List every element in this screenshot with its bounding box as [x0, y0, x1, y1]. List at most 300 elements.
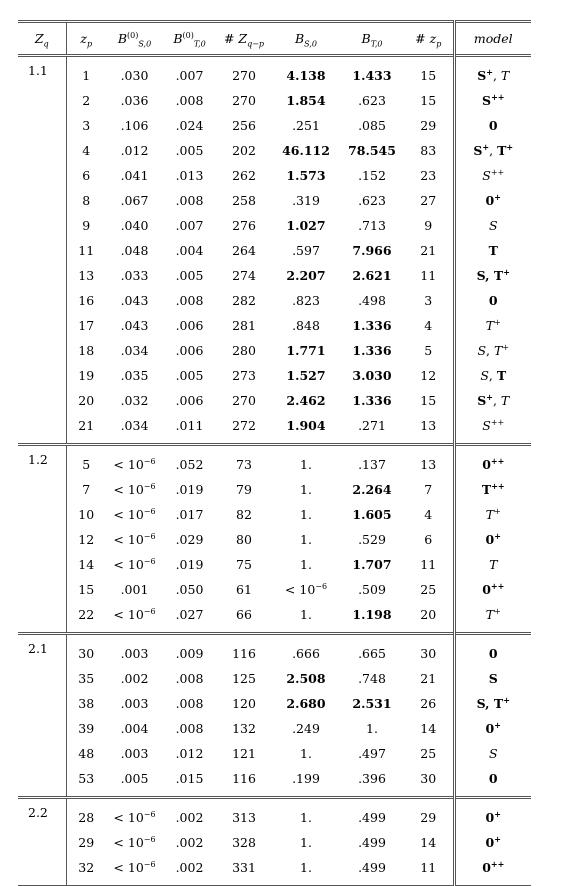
bt0-cell: .013: [175, 168, 204, 183]
zp-cell: 7: [82, 482, 91, 497]
table-row: [18, 388, 531, 413]
bs0-cell: .012: [120, 143, 149, 158]
model-cell: T+: [485, 506, 501, 522]
count-zp-cell: 25: [404, 577, 454, 602]
count-zp-cell: 30: [404, 634, 454, 667]
bt-cell: .498: [358, 293, 386, 308]
bs-cell: 1.: [300, 835, 312, 850]
model-cell: S++: [482, 167, 505, 183]
bt-cell: 1.433: [352, 68, 392, 83]
count-zp-cell: 13: [404, 445, 454, 478]
bt-cell: .509: [358, 582, 386, 597]
table-row: [18, 855, 531, 886]
zp-cell: 10: [78, 507, 95, 522]
bt-cell: 1.336: [352, 318, 392, 333]
count-zqp-cell: 258: [232, 193, 256, 208]
count-zp-cell: 29: [404, 113, 454, 138]
bs0-cell: .067: [120, 193, 149, 208]
count-zp-cell: 21: [404, 238, 454, 263]
count-zp-cell: 83: [404, 138, 454, 163]
model-cell: S, T+: [477, 342, 510, 358]
zp-cell: 8: [82, 193, 91, 208]
bs-cell: 1.027: [286, 218, 326, 233]
header-zp: $z_p$: [80, 31, 93, 49]
model-cell: 0: [488, 771, 498, 786]
bs-cell: 1.854: [286, 93, 326, 108]
count-zp-cell: 15: [404, 88, 454, 113]
zp-cell: 11: [78, 243, 95, 258]
count-zp-cell: 20: [404, 602, 454, 634]
bs-cell: 1.771: [286, 343, 326, 358]
table-row: [18, 830, 531, 855]
bt0-cell: .007: [175, 68, 204, 83]
bt0-cell: .019: [175, 482, 204, 497]
count-zqp-cell: 274: [232, 268, 256, 283]
header-bs0: $B^{(0)}_{S,0}$: [117, 30, 152, 49]
table-row: [18, 634, 531, 667]
table-row: [18, 338, 531, 363]
zp-cell: 28: [78, 810, 95, 825]
model-cell: S, T+: [476, 694, 510, 711]
count-zqp-cell: 61: [236, 582, 252, 597]
count-zp-cell: 6: [404, 527, 454, 552]
table-row: [18, 602, 531, 634]
bs-cell: 1.: [300, 746, 312, 761]
count-zqp-cell: 125: [232, 671, 256, 686]
model-cell: S: [488, 746, 498, 761]
count-zp-cell: 23: [404, 163, 454, 188]
table-row: [18, 163, 531, 188]
bt-cell: 2.531: [352, 696, 392, 711]
zp-cell: 53: [78, 771, 95, 786]
zp-cell: 17: [78, 318, 95, 333]
bs0-cell: .048: [120, 243, 149, 258]
zp-cell: 5: [82, 457, 91, 472]
header-model: model: [473, 31, 513, 46]
bs0-cell: .032: [120, 393, 149, 408]
bt-cell: 1.336: [352, 393, 392, 408]
bt-cell: .396: [358, 771, 386, 786]
table-row: [18, 188, 531, 213]
bs0-cell: .003: [120, 696, 149, 711]
bs0-cell: .033: [120, 268, 149, 283]
bt-cell: .085: [358, 118, 386, 133]
table-row: [18, 527, 531, 552]
zp-cell: 16: [78, 293, 95, 308]
count-zqp-cell: 256: [232, 118, 256, 133]
bs-cell: 2.508: [286, 671, 326, 686]
count-zqp-cell: 132: [232, 721, 256, 736]
zp-cell: 13: [78, 268, 95, 283]
bt0-cell: .024: [175, 118, 204, 133]
bs-cell: 4.138: [286, 68, 326, 83]
zq-cell: 1.1: [18, 56, 66, 445]
bs0-cell: < $10^{-6}$: [113, 556, 156, 572]
table-group: [18, 634, 531, 798]
bs0-cell: .043: [120, 293, 149, 308]
zp-cell: 32: [78, 860, 95, 875]
model-cell: S: [488, 218, 498, 233]
model-cell: 0++: [482, 455, 505, 472]
count-zp-cell: 30: [404, 766, 454, 798]
table-row: [18, 113, 531, 138]
bt0-cell: .002: [175, 860, 204, 875]
bt-cell: .665: [358, 646, 386, 661]
bt0-cell: .004: [175, 243, 204, 258]
zp-cell: 1: [82, 68, 91, 83]
bt0-cell: .052: [175, 457, 204, 472]
bs-cell: 2.462: [286, 393, 326, 408]
zp-cell: 3: [82, 118, 91, 133]
bs0-cell: < $10^{-6}$: [113, 606, 156, 622]
bt0-cell: .002: [175, 835, 204, 850]
count-zqp-cell: 270: [232, 68, 256, 83]
bt-cell: 2.621: [352, 268, 392, 283]
count-zqp-cell: 276: [232, 218, 256, 233]
count-zp-cell: 26: [404, 691, 454, 716]
bs-cell: 1.: [300, 482, 312, 497]
model-cell: S, T: [480, 368, 507, 383]
table-row: [18, 502, 531, 527]
bs-cell: 1.: [300, 860, 312, 875]
count-zp-cell: 4: [404, 313, 454, 338]
count-zp-cell: 21: [404, 666, 454, 691]
bs-cell: 1.: [300, 607, 312, 622]
count-zp-cell: 7: [404, 477, 454, 502]
table-row: [18, 263, 531, 288]
bt-cell: .137: [358, 457, 386, 472]
bt-cell: .623: [358, 93, 386, 108]
table-group: [18, 445, 531, 634]
table-row: [18, 445, 531, 478]
bs-cell: 2.207: [286, 268, 326, 283]
count-zqp-cell: 116: [232, 771, 256, 786]
count-zp-cell: 13: [404, 413, 454, 445]
model-cell: 0++: [482, 580, 505, 597]
model-cell: T+: [485, 606, 501, 622]
count-zp-cell: 11: [404, 263, 454, 288]
bs0-cell: .004: [120, 721, 149, 736]
bs0-cell: < $10^{-6}$: [113, 506, 156, 522]
bs-cell: 46.112: [282, 143, 330, 158]
count-zqp-cell: 202: [232, 143, 256, 158]
zp-cell: 39: [78, 721, 95, 736]
count-zp-cell: 11: [404, 855, 454, 886]
zq-cell: 2.2: [18, 798, 66, 886]
bs0-cell: .041: [120, 168, 149, 183]
table-row: [18, 798, 531, 831]
model-cell: S+, T: [477, 391, 510, 408]
bt-cell: .152: [358, 168, 386, 183]
bs-cell: 1.: [300, 557, 312, 572]
count-zqp-cell: 66: [236, 607, 252, 622]
bs0-cell: < $10^{-6}$: [113, 531, 156, 547]
zp-cell: 15: [78, 582, 95, 597]
count-zqp-cell: 80: [236, 532, 252, 547]
bt0-cell: .006: [175, 393, 204, 408]
count-zqp-cell: 313: [232, 810, 256, 825]
bs0-cell: .034: [120, 418, 149, 433]
count-zp-cell: 29: [404, 798, 454, 831]
bs-cell: 1.573: [286, 168, 326, 183]
count-zqp-cell: 280: [232, 343, 256, 358]
model-cell: 0+: [485, 719, 501, 736]
bs-cell: .249: [292, 721, 320, 736]
model-cell: S: [488, 671, 498, 686]
count-zqp-cell: 79: [236, 482, 252, 497]
count-zp-cell: 5: [404, 338, 454, 363]
bt-cell: 7.966: [352, 243, 392, 258]
bt0-cell: .007: [175, 218, 204, 233]
count-zp-cell: 3: [404, 288, 454, 313]
table-row: [18, 666, 531, 691]
bt0-cell: .011: [175, 418, 204, 433]
bs0-cell: .036: [120, 93, 149, 108]
bt0-cell: .017: [175, 507, 204, 522]
bs-cell: .597: [292, 243, 320, 258]
bt-cell: .499: [358, 835, 386, 850]
table-row: [18, 577, 531, 602]
bt0-cell: .008: [175, 671, 204, 686]
count-zqp-cell: 121: [232, 746, 256, 761]
bt-cell: .271: [358, 418, 386, 433]
bt-cell: 3.030: [352, 368, 392, 383]
count-zqp-cell: 273: [232, 368, 256, 383]
zp-cell: 14: [78, 557, 95, 572]
model-cell: S, T+: [476, 266, 510, 283]
bs0-cell: < $10^{-6}$: [113, 834, 156, 850]
count-zqp-cell: 75: [236, 557, 252, 572]
results-table: [18, 20, 531, 886]
zp-cell: 29: [78, 835, 95, 850]
count-zp-cell: 15: [404, 388, 454, 413]
bs0-cell: < $10^{-6}$: [113, 859, 156, 875]
zp-cell: 12: [78, 532, 95, 547]
count-zp-cell: 12: [404, 363, 454, 388]
table-row: [18, 138, 531, 163]
bt-cell: .497: [358, 746, 386, 761]
model-cell: S++: [482, 91, 505, 108]
count-zqp-cell: 82: [236, 507, 252, 522]
bs0-cell: .005: [120, 771, 149, 786]
table-row: [18, 716, 531, 741]
table-header: [18, 22, 531, 56]
model-cell: T+: [485, 317, 501, 333]
model-cell: 0+: [485, 191, 501, 208]
table-row: [18, 88, 531, 113]
bs-cell: 1.: [300, 507, 312, 522]
zp-cell: 20: [78, 393, 95, 408]
bt-cell: .499: [358, 810, 386, 825]
zp-cell: 30: [78, 646, 95, 661]
model-cell: 0+: [485, 808, 501, 825]
count-zp-cell: 9: [404, 213, 454, 238]
count-zp-cell: 4: [404, 502, 454, 527]
count-zqp-cell: 272: [232, 418, 256, 433]
bs-cell: .666: [292, 646, 320, 661]
bt-cell: 1.198: [352, 607, 392, 622]
count-zp-cell: 14: [404, 830, 454, 855]
bt0-cell: .005: [175, 268, 204, 283]
count-zp-cell: 15: [404, 56, 454, 89]
header-count-zp: # $z_p$: [404, 22, 454, 56]
bt0-cell: .008: [175, 721, 204, 736]
bs0-cell: < $10^{-6}$: [113, 809, 156, 825]
bs-cell: 1.: [300, 810, 312, 825]
bt-cell: .623: [358, 193, 386, 208]
bt0-cell: .029: [175, 532, 204, 547]
count-zqp-cell: 262: [232, 168, 256, 183]
bt-cell: 1.: [366, 721, 378, 736]
count-zqp-cell: 73: [236, 457, 252, 472]
table-group: [18, 56, 531, 445]
bs0-cell: < $10^{-6}$: [113, 481, 156, 497]
model-cell: S+, T: [477, 66, 510, 83]
bt-cell: 78.545: [348, 143, 396, 158]
zp-cell: 6: [82, 168, 91, 183]
table-row: [18, 766, 531, 798]
bt-cell: .499: [358, 860, 386, 875]
zp-cell: 9: [82, 218, 91, 233]
bs-cell: .199: [292, 771, 320, 786]
model-cell: 0: [488, 293, 498, 308]
header-bt: $B_{T,0}$: [361, 31, 383, 49]
bt-cell: 1.336: [352, 343, 392, 358]
header-bt0: $B^{(0)}_{T,0}$: [173, 30, 206, 49]
model-cell: 0+: [485, 530, 501, 547]
count-zqp-cell: 120: [232, 696, 256, 711]
zp-cell: 4: [82, 143, 91, 158]
bt0-cell: .006: [175, 343, 204, 358]
bt0-cell: .008: [175, 293, 204, 308]
table-row: [18, 56, 531, 89]
count-zqp-cell: 116: [232, 646, 256, 661]
zp-cell: 18: [78, 343, 95, 358]
zq-cell: 1.2: [18, 445, 66, 634]
zp-cell: 38: [78, 696, 95, 711]
bt0-cell: .009: [175, 646, 204, 661]
bt0-cell: .027: [175, 607, 204, 622]
model-cell: 0+: [485, 833, 501, 850]
model-cell: S+, T+: [473, 141, 514, 158]
bt0-cell: .050: [175, 582, 204, 597]
bt0-cell: .008: [175, 193, 204, 208]
header-bs: $B_{S,0}$: [294, 31, 317, 49]
count-zp-cell: 14: [404, 716, 454, 741]
bt-cell: 1.605: [352, 507, 392, 522]
zp-cell: 19: [78, 368, 95, 383]
count-zp-cell: 27: [404, 188, 454, 213]
bs-cell: < $10^{-6}$: [284, 581, 328, 597]
bt0-cell: .005: [175, 143, 204, 158]
count-zqp-cell: 270: [232, 393, 256, 408]
bs-cell: 1.904: [286, 418, 326, 433]
header-row: [18, 22, 531, 56]
bt0-cell: .008: [175, 696, 204, 711]
bs0-cell: .030: [120, 68, 149, 83]
bs0-cell: .040: [120, 218, 149, 233]
zq-cell: 2.1: [18, 634, 66, 798]
bs0-cell: .003: [120, 646, 149, 661]
bs-cell: .848: [292, 318, 320, 333]
model-cell: T++: [481, 480, 505, 497]
bs0-cell: .035: [120, 368, 149, 383]
count-zp-cell: 25: [404, 741, 454, 766]
header-zq: $Z_q$: [18, 22, 66, 56]
table-row: [18, 413, 531, 445]
bt0-cell: .006: [175, 318, 204, 333]
bs-cell: .319: [292, 193, 320, 208]
bt0-cell: .015: [175, 771, 204, 786]
model-cell: 0: [488, 646, 498, 661]
zp-cell: 35: [78, 671, 95, 686]
bs-cell: 1.: [300, 457, 312, 472]
bs-cell: 1.527: [286, 368, 326, 383]
zp-cell: 21: [78, 418, 95, 433]
bt0-cell: .002: [175, 810, 204, 825]
model-cell: 0++: [482, 858, 505, 875]
model-cell: T: [489, 557, 498, 572]
zp-cell: 2: [82, 93, 91, 108]
table-row: [18, 477, 531, 502]
bs0-cell: .002: [120, 671, 149, 686]
bt-cell: 2.264: [352, 482, 392, 497]
bs-cell: .823: [292, 293, 320, 308]
bt0-cell: .005: [175, 368, 204, 383]
bs-cell: 1.: [300, 532, 312, 547]
table-row: [18, 741, 531, 766]
zp-cell: 22: [78, 607, 95, 622]
table-row: [18, 213, 531, 238]
model-cell: T: [488, 243, 498, 258]
count-zp-cell: 11: [404, 552, 454, 577]
zp-cell: 48: [78, 746, 95, 761]
bs-cell: .251: [292, 118, 320, 133]
table-row: [18, 238, 531, 263]
bs0-cell: .043: [120, 318, 149, 333]
header-count-zqp: # $Z_{q-p}$: [223, 31, 265, 49]
count-zqp-cell: 282: [232, 293, 256, 308]
bs0-cell: .001: [120, 582, 149, 597]
bt0-cell: .012: [175, 746, 204, 761]
model-cell: 0: [488, 118, 498, 133]
results-table-container: [18, 20, 531, 886]
count-zqp-cell: 281: [232, 318, 256, 333]
table-row: [18, 552, 531, 577]
table-row: [18, 691, 531, 716]
bs0-cell: .106: [120, 118, 149, 133]
bt-cell: 1.707: [352, 557, 392, 572]
count-zqp-cell: 270: [232, 93, 256, 108]
bs0-cell: .003: [120, 746, 149, 761]
count-zqp-cell: 331: [232, 860, 256, 875]
table-group: [18, 798, 531, 886]
bt-cell: .748: [358, 671, 386, 686]
count-zqp-cell: 328: [232, 835, 256, 850]
bt0-cell: .008: [175, 93, 204, 108]
bt0-cell: .019: [175, 557, 204, 572]
bt-cell: .529: [358, 532, 386, 547]
count-zqp-cell: 264: [232, 243, 256, 258]
bs-cell: 2.680: [286, 696, 326, 711]
model-cell: S++: [482, 417, 505, 433]
table-row: [18, 363, 531, 388]
table-row: [18, 288, 531, 313]
bt-cell: .713: [358, 218, 386, 233]
bs0-cell: < $10^{-6}$: [113, 456, 156, 472]
bs0-cell: .034: [120, 343, 149, 358]
table-row: [18, 313, 531, 338]
